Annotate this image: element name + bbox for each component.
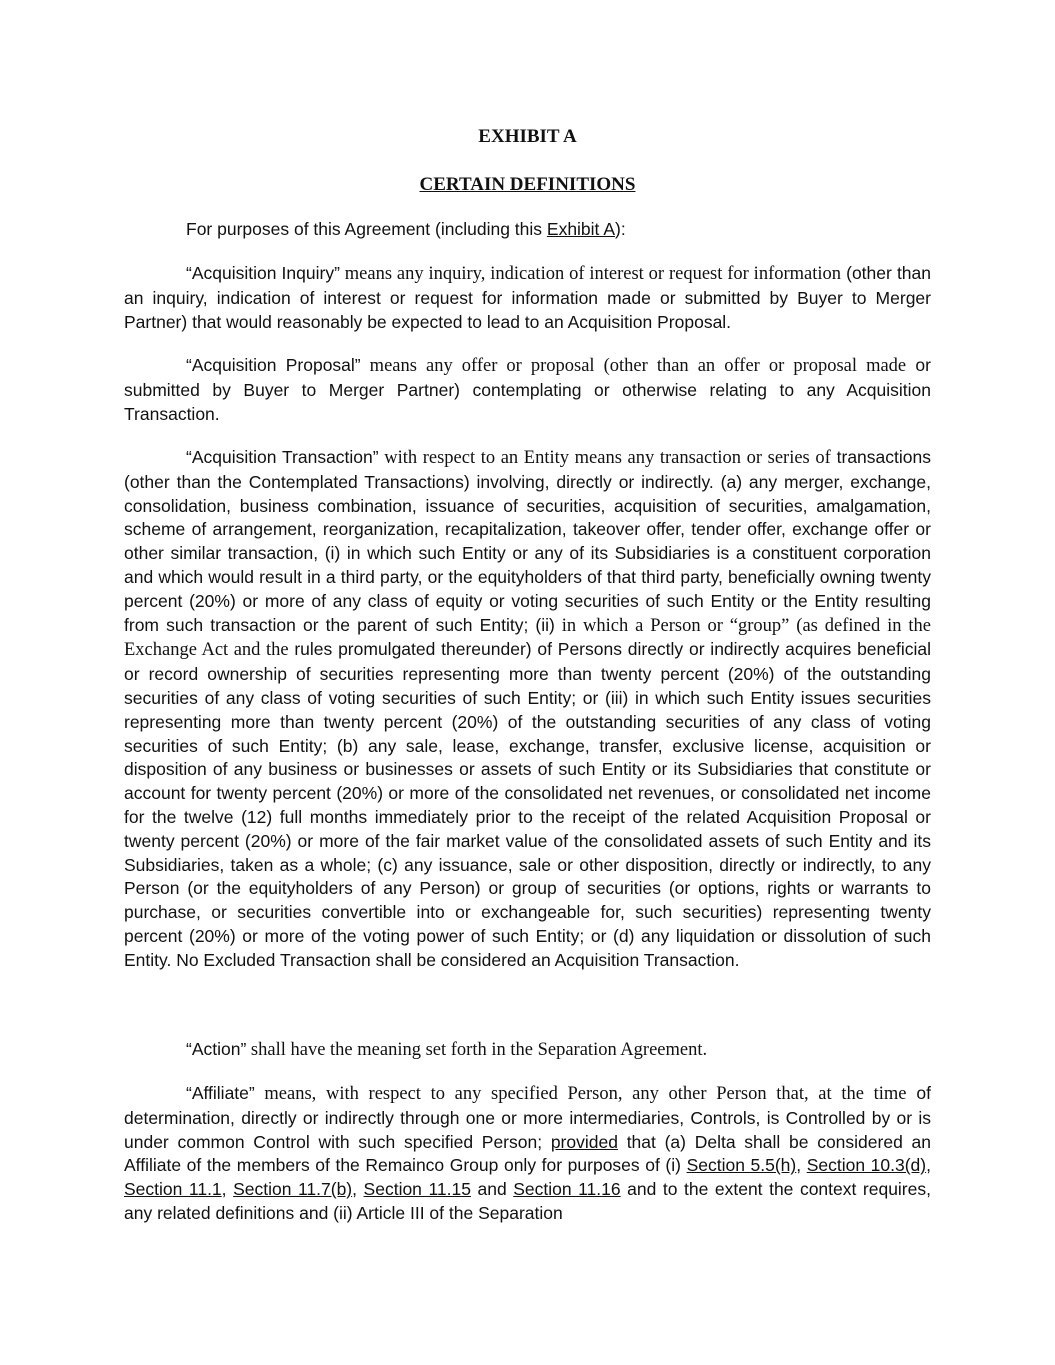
- definition-body-continued: rules promulgated thereunder) of Persons directly or indirectly acquires beneficial or record ownership of securities representing more than twenty percent (20%) of the outstanding securities of any class of voting securities of such Entity; or (iii) in which such Entity issues securities representing more than twenty percent (20%) of the outstanding securities of any class of voting securities of such Entity; (b) any sale, lease, exchange, transfer, exclusive license, acquisition or disposition of any business or businesses or assets of such Entity or its Subsidiaries that constitute or account for twenty percent (20%) or more of the consolidated net revenues, or consolidated net income for the twelve (12) full months immediately prior to the receipt of the related Acquisition Proposal or twenty percent (20%) or more of the fair market value of the consolidated assets of such Entity and its Subsidiaries, taken as a whole; (c) any issuance, sale or other disposition, directly or indirectly, to any Person (or the equityholders of any Person) or group of securities (or options, rights or warrants to purchase, or securities convertible into or exchangeable for, such securities) representing twenty percent (20%) or more of the voting power of such Entity; or (d) any liquidation or dissolution of such Entity. No Excluded Transaction shall be considered an Acquisition Transaction.: [124, 639, 932, 970]
- exhibit-title: EXHIBIT A: [478, 126, 577, 147]
- definition-body: of determination, directly or indirectly through one or more intermediaries, Controls, is Controlled by or is under common Control with such specified Person;: [124, 1083, 931, 1152]
- intro-text: For purposes of this Agreement (including this: [186, 219, 547, 239]
- list-separator: ,: [926, 1155, 931, 1176]
- definition-lead: means any inquiry, indication of interest or request for information: [339, 264, 842, 284]
- list-separator: ,: [221, 1179, 234, 1200]
- intro-paragraph: [124, 218, 931, 242]
- section-reference: Section 11.1: [124, 1179, 222, 1200]
- definition-affiliate: [124, 1082, 931, 1226]
- section-subtitle: CERTAIN DEFINITIONS: [419, 174, 636, 195]
- defined-term: “Acquisition Proposal”: [186, 355, 361, 375]
- definition-lead: means, with respect to any specified Person, any other Person that, at the time: [254, 1084, 907, 1104]
- intro-text-end: ):: [615, 219, 626, 239]
- definition-action: [124, 1038, 931, 1063]
- definition-lead: shall have the meaning set forth in the Separation Agreement.: [246, 1040, 708, 1060]
- defined-term: “Acquisition Transaction”: [186, 447, 379, 467]
- definition-acquisition-proposal: [124, 354, 931, 426]
- defined-term: “Affiliate”: [186, 1083, 255, 1103]
- list-separator: and: [470, 1179, 514, 1200]
- list-separator: ,: [352, 1179, 364, 1200]
- list-separator: ,: [796, 1155, 807, 1176]
- definition-lead: means any offer or proposal (other than an offer or proposal made: [360, 356, 907, 376]
- section-reference: Section 11.15: [363, 1179, 471, 1200]
- definition-acquisition-inquiry: [124, 262, 931, 334]
- section-reference: Section 11.16: [513, 1179, 621, 1200]
- definition-body-serif: in which a Person or “group” (as defined in the Exchange Act and the: [124, 615, 931, 661]
- defined-term: “Acquisition Inquiry”: [186, 263, 340, 283]
- definition-body: (other than an inquiry, indication of interest or request for information made or submitted by Buyer to Merger Partner) that would reasonably be expected to lead to an Acquisition Proposal.: [124, 263, 931, 332]
- provided-term: provided: [550, 1131, 618, 1152]
- definition-acquisition-transaction: [124, 446, 931, 973]
- section-reference: Section 11.7(b): [233, 1179, 353, 1200]
- defined-term: “Action”: [186, 1039, 247, 1059]
- definition-lead: with respect to an Entity means any transaction or series of: [378, 448, 831, 468]
- section-reference: Section 5.5(h): [686, 1155, 797, 1176]
- definition-body: or submitted by Buyer to Merger Partner) contemplating or otherwise relating to any Acquisition Transaction.: [124, 355, 931, 424]
- definition-body-continued: that (a) Delta shall be considered an Affiliate of the members of the Remainco Group only for purposes of (i): [124, 1131, 932, 1176]
- section-reference: Section 10.3(d): [806, 1155, 927, 1176]
- definition-body: transactions (other than the Contemplated Transactions) involving, directly or indirectly. (a) any merger, exchange, consolidation, business combination, issuance of securities, acquisition of securities, amalgamation, scheme of arrangement, reorganization, recapitalization, takeover offer, tender offer, exchange offer or other similar transaction, (i) in which such Entity or any of its Subsidiaries is a constituent corporation and which would result in a third party, or the equityholders of that third party, beneficially owning twenty percent (20%) or more of any class of equity or voting securities of such Entity or the Entity resulting from such transaction or the parent of such Entity; (ii): [124, 447, 931, 635]
- exhibit-a-reference: Exhibit A: [546, 219, 615, 239]
- definition-body-end: and to the extent the context requires, any related definitions and (ii) Article III of the Separation: [124, 1179, 931, 1223]
